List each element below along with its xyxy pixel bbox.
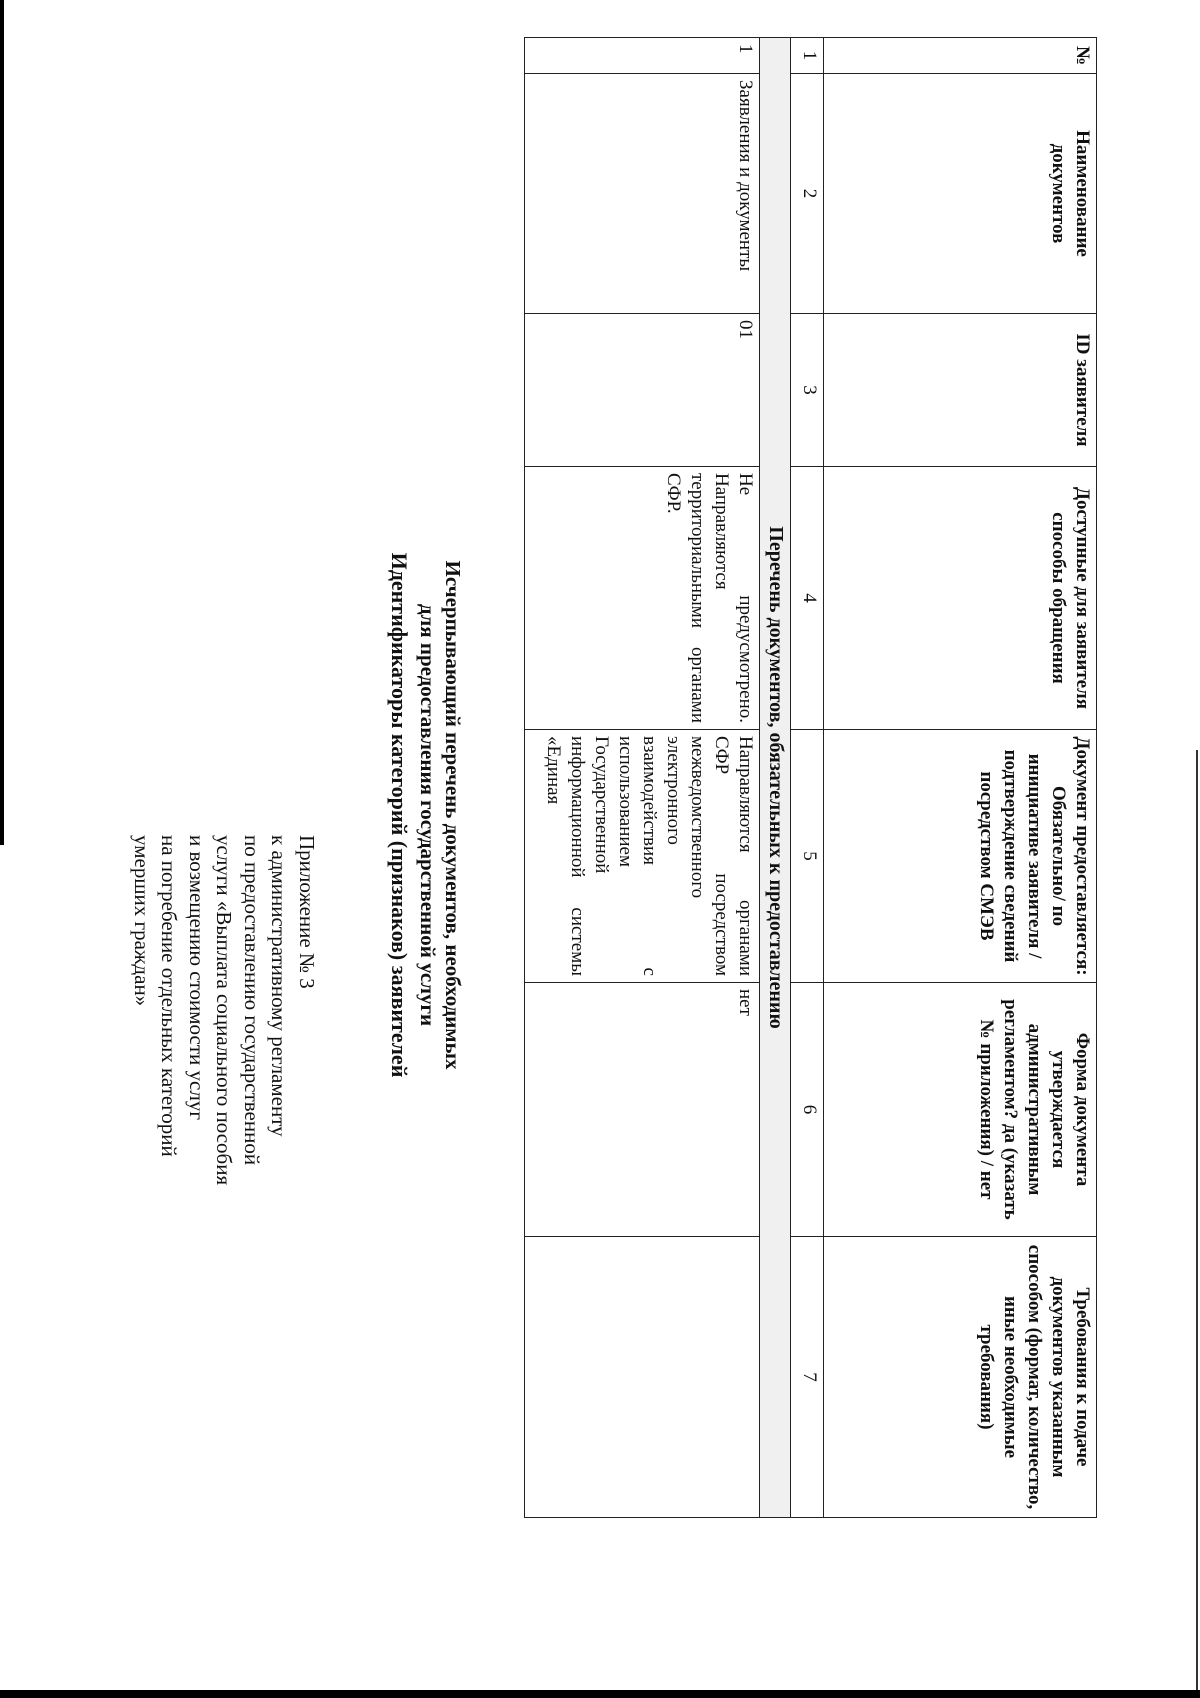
table-row xyxy=(525,38,760,1518)
header-provision: Документ предоставляется: Обязательно/ по инициативе заявителя /подтверждение сведений посредством СМЭВ xyxy=(824,730,1097,983)
annex-line: к административному регламенту xyxy=(267,835,292,1137)
row-number: 1 xyxy=(525,38,760,74)
column-number: 7 xyxy=(791,1237,824,1518)
section-title: Перечень документов, обязательных к предоставлению xyxy=(760,38,791,1518)
row-provision: Направляются органами СФР посредством межведомственного электронного взаимодействия с использованием Государственной информационной системы «Единая xyxy=(525,730,760,983)
scan-border-right xyxy=(1196,750,1198,1698)
row-methods: Не предусмотрено. Направляются территориальными органами СФР. xyxy=(525,467,760,730)
annex-line: по предоставлению государственной xyxy=(240,835,264,1166)
row-form: нет xyxy=(525,983,760,1237)
annex-header xyxy=(128,835,321,1375)
column-number: 5 xyxy=(791,730,824,983)
header-document-name: Наименование документов xyxy=(824,74,1097,314)
column-number: 1 xyxy=(791,38,824,74)
column-number: 2 xyxy=(791,74,824,314)
documents-table xyxy=(524,37,1097,1518)
annex-line: на погребение отдельных категорий xyxy=(157,835,182,1157)
header-applicant-id: ID заявителя xyxy=(824,314,1097,467)
row-applicant-id: 01 xyxy=(525,314,760,467)
column-number: 4 xyxy=(791,467,824,730)
scan-border-bottom xyxy=(0,1690,1200,1698)
document-title: Идентификаторы категорий (признаков) заявителей xyxy=(387,552,412,1078)
rotated-page xyxy=(100,0,1190,1630)
column-number: 3 xyxy=(791,314,824,467)
row-requirements xyxy=(525,1237,760,1518)
header-form: Форма документа утверждается административным регламентом? да (указать № приложения) / нет xyxy=(824,983,1097,1237)
annex-line: умерших граждан» xyxy=(130,835,154,1007)
header-requirements: Требования к подаче документов указанным способом (формат, количество, иные необходимые требования) xyxy=(824,1237,1097,1518)
table-header-row xyxy=(824,38,1097,1518)
subtitle-line-2: для предоставления государственной услуги xyxy=(416,603,440,1027)
column-number: 6 xyxy=(791,983,824,1237)
header-methods: Доступные для заявителя способы обращения xyxy=(824,467,1097,730)
annex-line: Приложение № 3 xyxy=(295,835,319,989)
section-row xyxy=(760,38,791,1518)
row-document-name: Заявления и документы xyxy=(525,74,760,314)
subtitle-line-1: Исчерпывающий перечень документов, необходимых xyxy=(441,560,465,1070)
annex-line: услуги «Выплата социального пособия xyxy=(212,835,237,1186)
document-subtitle xyxy=(415,0,465,1630)
header-number: № xyxy=(824,38,1097,74)
annex-line: и возмещению стоимости услуг xyxy=(185,835,209,1120)
scan-border-left xyxy=(0,0,4,845)
column-number-row xyxy=(791,38,824,1518)
